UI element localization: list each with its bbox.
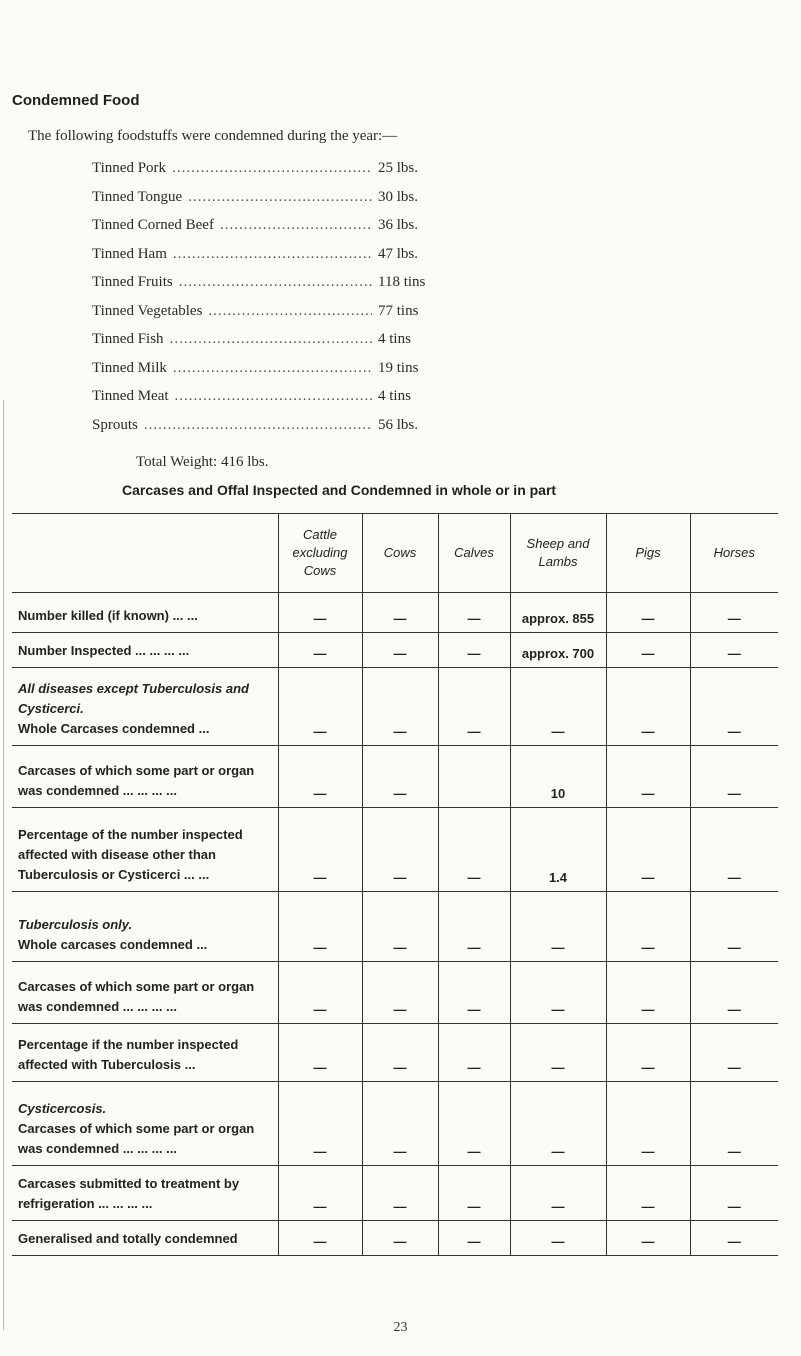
table-cell: — [606, 593, 690, 633]
row-label-cell [12, 746, 278, 808]
table-row [12, 593, 778, 633]
food-item-name: Tinned Fish [92, 331, 164, 347]
row-label: Number Inspected ... ... ... ... [18, 643, 190, 658]
table-cell: — [278, 1166, 362, 1221]
table-cell: — [278, 808, 362, 892]
table-cell: — [606, 808, 690, 892]
food-item-quantity: 47 lbs. [378, 245, 419, 262]
column-header: Sheep and Lambs [510, 514, 606, 593]
table-cell: — [362, 593, 438, 633]
table-cell: — [606, 1221, 690, 1256]
table-cell: — [510, 892, 606, 962]
row-label-cell [12, 593, 278, 633]
table-cell: — [438, 1221, 510, 1256]
table-cell: — [278, 962, 362, 1024]
intro-text: The following foodstuffs were condemned during the year:— [28, 128, 398, 144]
food-item-name: Tinned Milk [92, 359, 167, 376]
table-cell: — [438, 668, 510, 746]
food-item-name: Tinned Ham [92, 245, 167, 262]
food-item-quantity: 118 tins [378, 274, 426, 290]
table-cell: — [278, 593, 362, 633]
table-cell: — [438, 1082, 510, 1166]
row-label: Whole carcases condemned ... [18, 937, 208, 952]
table-cell: — [438, 892, 510, 962]
table-row [12, 633, 778, 668]
food-item-name: Tinned Fruits [92, 274, 173, 290]
table-cell: — [438, 1166, 510, 1221]
leader-dots [173, 246, 372, 263]
table-cell: — [690, 1024, 778, 1082]
food-row [92, 217, 452, 246]
table-row [12, 1082, 778, 1166]
row-label-cell [12, 1221, 278, 1256]
leader-dots [188, 189, 372, 206]
table-cell: — [510, 1221, 606, 1256]
table-cell: — [278, 892, 362, 962]
row-label: Percentage of the number inspected affected with disease other than Tuberculosis or Cysticerci ... ... [18, 827, 243, 882]
table-cell: — [606, 746, 690, 808]
leader-dots [220, 217, 372, 234]
table-cell: — [438, 808, 510, 892]
table-cell: — [362, 1024, 438, 1082]
page-number: 23 [393, 1320, 408, 1335]
header-label-column [12, 514, 278, 593]
food-item-name: Sprouts [92, 416, 138, 433]
table-cell: approx. 855 [510, 593, 606, 633]
table-cell: — [362, 1082, 438, 1166]
table-row [12, 1221, 778, 1256]
table-cell: — [362, 1166, 438, 1221]
food-row [92, 388, 452, 417]
table-row [12, 892, 778, 962]
table-cell: — [438, 633, 510, 668]
table-cell: — [690, 1166, 778, 1221]
table-cell: — [362, 962, 438, 1024]
row-section-heading: Tuberculosis only. [18, 917, 133, 932]
table-cell: — [690, 1221, 778, 1256]
food-row [92, 246, 452, 275]
food-item-quantity: 4 tins [378, 331, 411, 347]
food-item-name: Tinned Corned Beef [92, 217, 214, 233]
food-row [92, 189, 452, 218]
table-cell: — [690, 962, 778, 1024]
table-cell: — [362, 633, 438, 668]
table-cell: — [438, 593, 510, 633]
food-row [92, 274, 452, 303]
table-cell: — [510, 668, 606, 746]
row-label-cell [12, 892, 278, 962]
food-item-quantity: 30 lbs. [378, 188, 419, 205]
food-row [92, 303, 452, 332]
column-header: Horses [713, 545, 755, 560]
leader-dots [208, 303, 372, 320]
food-item-name: Tinned Vegetables [92, 302, 203, 319]
row-label-cell [12, 1024, 278, 1082]
row-label-cell [12, 668, 278, 746]
food-row [92, 160, 452, 189]
table-cell: — [690, 593, 778, 633]
table-cell: — [362, 892, 438, 962]
row-label: Carcases of which some part or organ was condemned ... ... ... ... [18, 763, 255, 798]
table-row [12, 1024, 778, 1082]
table-cell: — [278, 668, 362, 746]
column-header: Calves [438, 514, 510, 593]
leader-dots [170, 331, 372, 348]
table-row [12, 962, 778, 1024]
row-label-cell [12, 633, 278, 668]
table-cell: — [606, 668, 690, 746]
food-item-name: Tinned Pork [92, 160, 167, 176]
leader-dots [144, 417, 372, 434]
table-cell: — [278, 1082, 362, 1166]
table-cell: 10 [510, 746, 606, 808]
table-row [12, 746, 778, 808]
table-cell: 1.4 [510, 808, 606, 892]
column-header: Cows [362, 514, 438, 593]
table-cell: — [606, 1166, 690, 1221]
table-cell: — [690, 668, 778, 746]
table-header-row [12, 514, 778, 593]
row-label: Carcases of which some part or organ was condemned ... ... ... ... [18, 979, 255, 1014]
table-cell: — [362, 1221, 438, 1256]
table-cell: — [510, 1166, 606, 1221]
food-row [92, 417, 452, 446]
table-cell: — [362, 808, 438, 892]
table-cell: — [278, 746, 362, 808]
row-label: Whole Carcases condemned ... [18, 721, 210, 736]
table-cell: — [278, 633, 362, 668]
row-label: Generalised and totally condemned [18, 1231, 238, 1246]
food-item-quantity: 19 tins [378, 359, 419, 376]
food-row [92, 360, 452, 389]
table-cell: — [606, 633, 690, 668]
row-label: Percentage if the number inspected affected with Tuberculosis ... [18, 1037, 239, 1072]
table-row [12, 668, 778, 746]
page-heading: Condemned Food [12, 92, 140, 109]
table-title: Carcases and Offal Inspected and Condemned in whole or in part [122, 482, 557, 498]
table-cell [438, 746, 510, 808]
leader-dots [179, 274, 372, 291]
table-cell: — [606, 892, 690, 962]
table-cell: — [690, 746, 778, 808]
table-cell: — [690, 808, 778, 892]
table-row [12, 808, 778, 892]
food-item-quantity: 77 tins [378, 302, 419, 319]
total-weight: Total Weight: 416 lbs. [136, 454, 269, 470]
food-item-quantity: 4 tins [378, 388, 411, 404]
foodstuffs-list [92, 160, 452, 445]
leader-dots [172, 160, 372, 177]
column-header: Pigs [606, 514, 690, 593]
table-cell: — [362, 746, 438, 808]
carcases-table [12, 513, 778, 1256]
row-section-heading: Cysticercosis. [18, 1101, 107, 1116]
row-label: Carcases submitted to treatment by refrigeration ... ... ... ... [18, 1176, 240, 1211]
table-cell: — [278, 1024, 362, 1082]
table-cell: — [510, 1082, 606, 1166]
table-cell: — [510, 1024, 606, 1082]
table-cell: — [690, 633, 778, 668]
leader-dots [173, 360, 372, 377]
row-section-heading: All diseases except Tuberculosis and Cysticerci. [18, 681, 249, 716]
row-label-cell [12, 1082, 278, 1166]
table-cell: — [690, 892, 778, 962]
row-label-cell [12, 808, 278, 892]
table-cell: — [690, 1082, 778, 1166]
table-cell: — [606, 1024, 690, 1082]
column-header: Cattle excluding Cows [278, 514, 362, 593]
table-cell: — [362, 668, 438, 746]
food-row [92, 331, 452, 360]
table-cell: — [438, 1024, 510, 1082]
table-cell: — [606, 962, 690, 1024]
food-item-name: Tinned Meat [92, 388, 169, 404]
row-label-cell [12, 1166, 278, 1221]
row-label: Carcases of which some part or organ was condemned ... ... ... ... [18, 1121, 255, 1156]
row-label: Number killed (if known) ... ... [18, 608, 198, 623]
page-margin-line [3, 400, 4, 1330]
food-item-name: Tinned Tongue [92, 188, 183, 205]
table-cell: — [510, 962, 606, 1024]
food-item-quantity: 36 lbs. [378, 217, 419, 233]
table-cell: — [278, 1221, 362, 1256]
row-label-cell [12, 962, 278, 1024]
leader-dots [175, 388, 372, 405]
table-cell: approx. 700 [510, 633, 606, 668]
food-item-quantity: 56 lbs. [378, 416, 419, 433]
food-item-quantity: 25 lbs. [378, 160, 419, 176]
table-row [12, 1166, 778, 1221]
table-cell: — [438, 962, 510, 1024]
table-cell: — [606, 1082, 690, 1166]
